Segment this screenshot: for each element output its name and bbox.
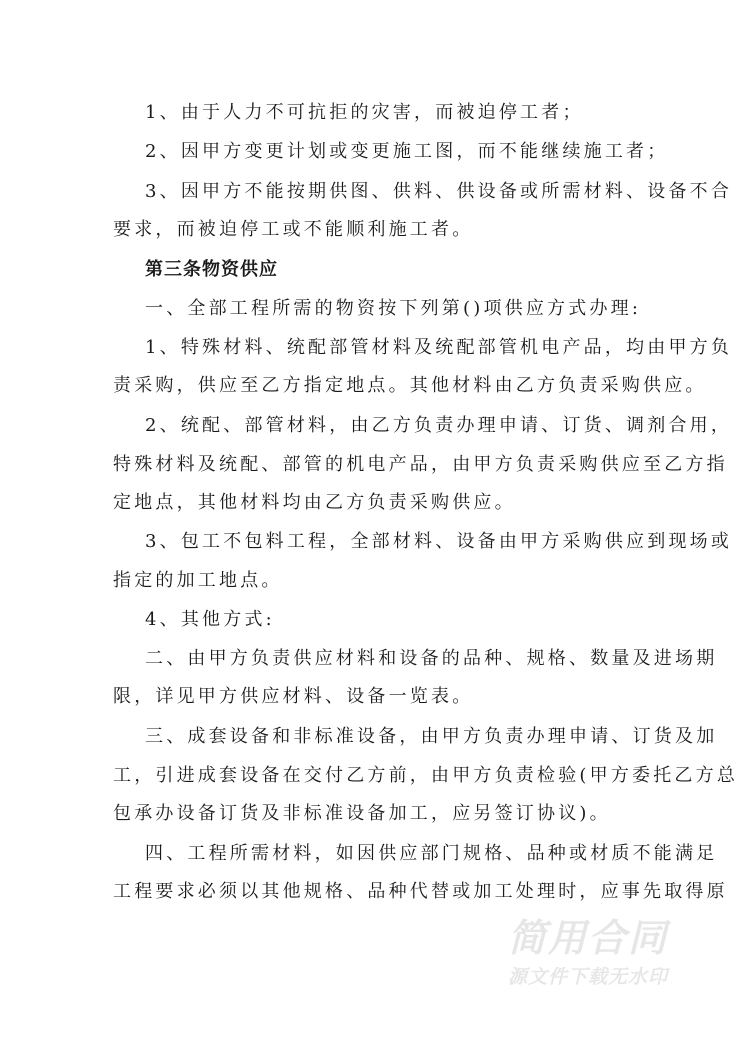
clause-line: 工，引进成套设备在交付乙方前，由甲方负责检验(甲方委托乙方总 xyxy=(113,765,739,786)
clause-line: 限，详见甲方供应材料、设备一览表。 xyxy=(113,686,474,707)
clause-line: 定地点，其他材料均由乙方负责采购供应。 xyxy=(113,492,516,513)
section-heading: 第三条物资供应 xyxy=(145,259,278,280)
clause-line: 二、由甲方负责供应材料和设备的品种、规格、数量及进场期 xyxy=(145,648,718,669)
clause-line: 一、全部工程所需的物资按下列第()项供应方式办理: xyxy=(145,298,642,319)
clause-line: 2、因甲方变更计划或变更施工图，而不能继续施工者； xyxy=(145,141,669,162)
clause-line: 要求，而被迫停工或不能顺利施工者。 xyxy=(113,219,474,240)
watermark-subtitle: 源文件下载无水印 xyxy=(508,966,669,988)
clause-line: 包承办设备订货及非标准设备加工，应另签订协议)。 xyxy=(113,803,611,824)
clause-line: 责采购，供应至乙方指定地点。其他材料由乙方负责采购供应。 xyxy=(113,375,707,396)
clause-line: 3、包工不包料工程，全部材料、设备由甲方采购供应到现场或 xyxy=(145,531,733,552)
clause-line: 特殊材料及统配、部管的机电产品，由甲方负责采购供应至乙方指 xyxy=(113,454,728,475)
clause-line: 4、其他方式: xyxy=(145,609,275,630)
watermark xyxy=(508,916,708,990)
clause-line: 1、由于人力不可抗拒的灾害，而被迫停工者； xyxy=(145,102,584,123)
clause-line: 四、工程所需材料，如因供应部门规格、品种或材质不能满足 xyxy=(145,843,718,864)
watermark-title: 简用合同 xyxy=(508,916,669,960)
clause-line: 2、统配、部管材料，由乙方负责办理申请、订货、调剂合用， xyxy=(145,415,733,436)
clause-line: 指定的加工地点。 xyxy=(113,570,283,591)
clause-line: 工程要求必须以其他规格、品种代替或加工处理时，应事先取得原 xyxy=(113,881,728,902)
clause-line: 3、因甲方不能按期供图、供料、供设备或所需材料、设备不合 xyxy=(145,181,733,202)
clause-line: 三、成套设备和非标准设备，由甲方负责办理申请、订货及加 xyxy=(145,726,718,747)
clause-line: 1、特殊材料、统配部管材料及统配部管机电产品，均由甲方负 xyxy=(145,337,733,358)
